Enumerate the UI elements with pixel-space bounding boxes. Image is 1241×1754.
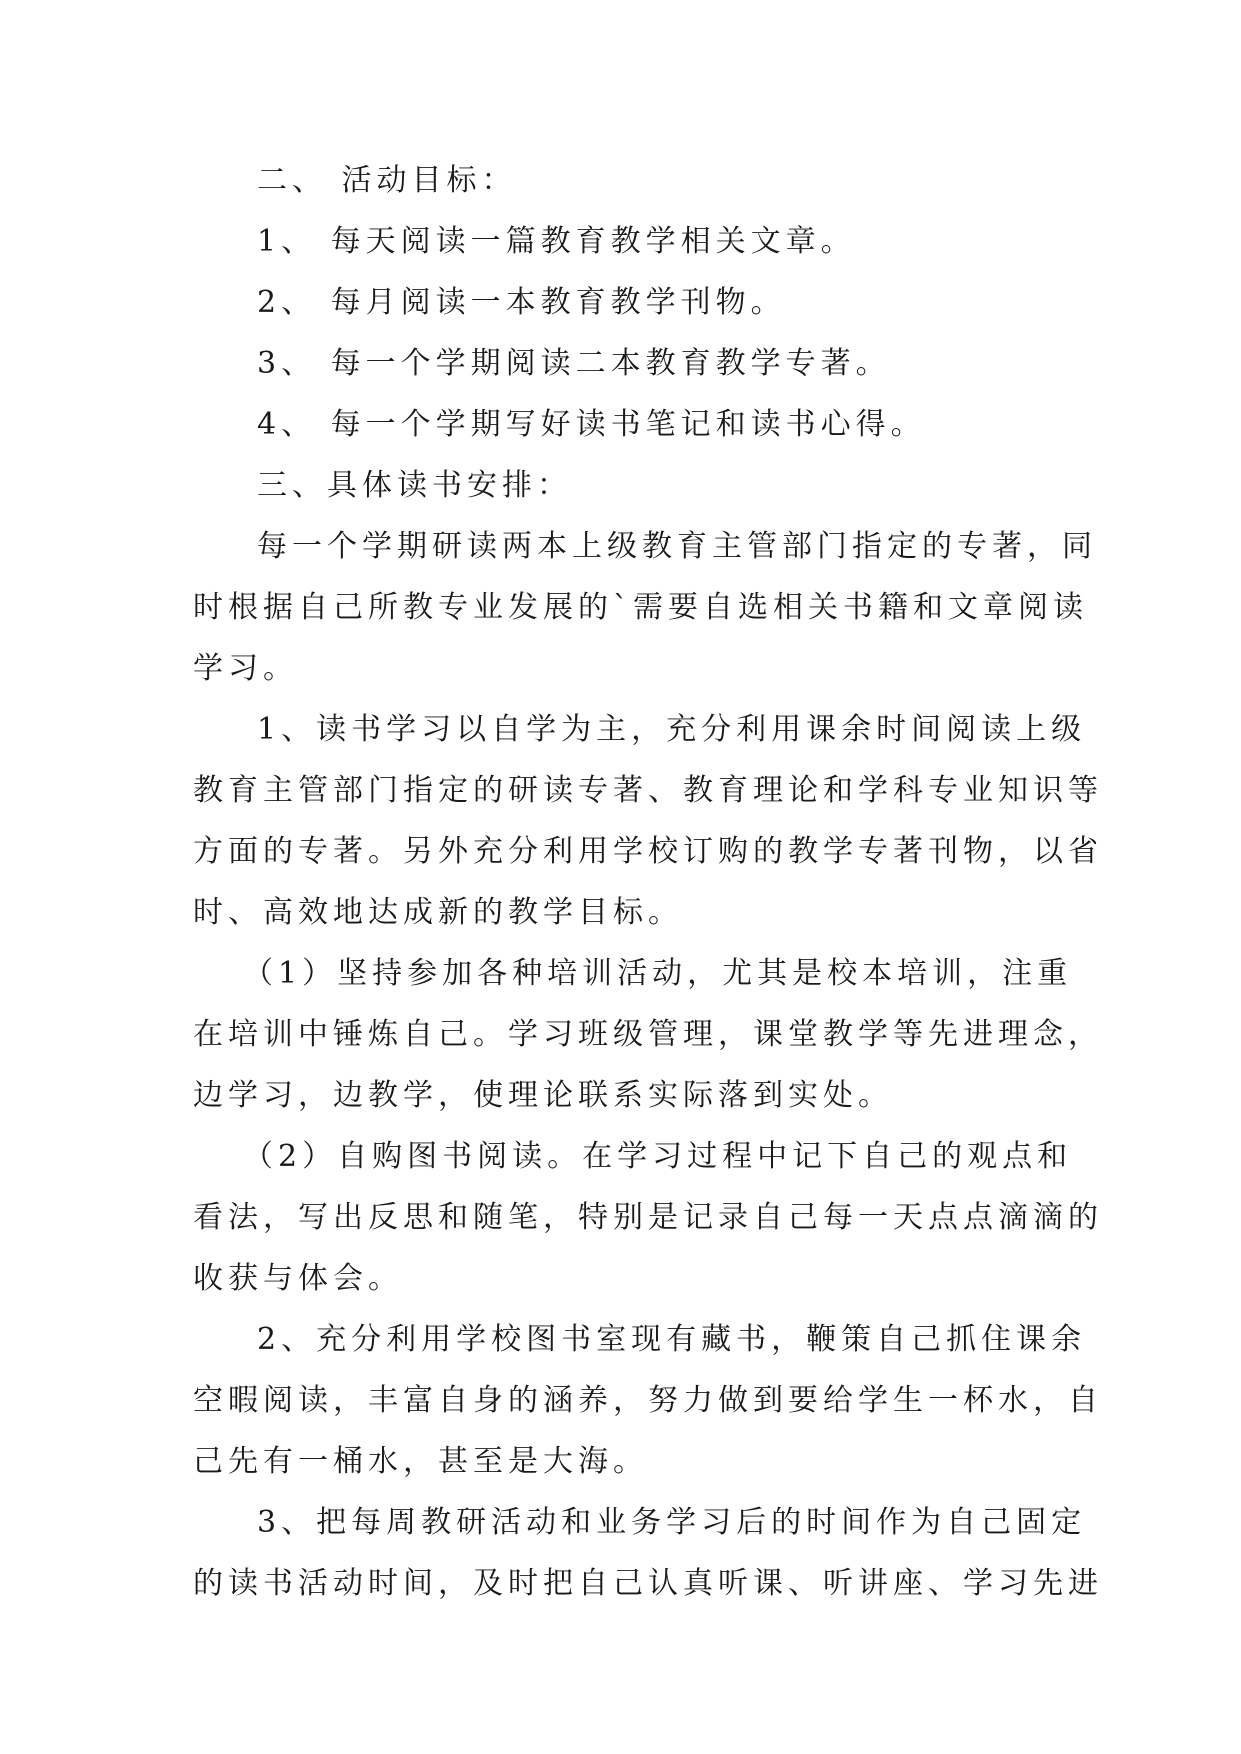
paragraph-line: 方面的专著。另外充分利用学校订购的教学专著刊物，以省 <box>193 834 1103 869</box>
goal-item-3: 3、 每一个学期阅读二本教育教学专著。 <box>257 346 891 381</box>
goal-item-1: 1、 每天阅读一篇教育教学相关文章。 <box>257 224 856 259</box>
paragraph-line: 1、读书学习以自学为主，充分利用课余时间阅读上级 <box>257 712 1087 747</box>
paragraph-line: 教育主管部门指定的研读专著、教育理论和学科专业知识等 <box>193 773 1103 808</box>
paragraph-line: 边学习，边教学，使理论联系实际落到实处。 <box>193 1078 893 1113</box>
paragraph-line: 收获与体会。 <box>193 1261 403 1296</box>
goal-item-4: 4、 每一个学期写好读书笔记和读书心得。 <box>257 407 926 442</box>
paragraph-line: 3、把每周教研活动和业务学习后的时间作为自己固定 <box>257 1505 1087 1540</box>
paragraph-line: 己先有一桶水，甚至是大海。 <box>193 1444 648 1479</box>
paragraph-line: （1）坚持参加各种培训活动，尤其是校本培训，注重 <box>243 956 1073 991</box>
paragraph-line: 2、充分利用学校图书室现有藏书，鞭策自己抓住课余 <box>257 1322 1087 1357</box>
document-body <box>193 150 1103 1614</box>
paragraph-line: 看法，写出反思和随笔，特别是记录自己每一天点点滴滴的 <box>193 1200 1103 1235</box>
paragraph-line: 时根据自己所教专业发展的`需要自选相关书籍和文章阅读 <box>193 590 1088 625</box>
section-heading-schedule: 三、具体读书安排： <box>257 468 572 503</box>
paragraph-line: 时、高效地达成新的教学目标。 <box>193 895 683 930</box>
paragraph-line: 的读书活动时间，及时把自己认真听课、听讲座、学习先进 <box>193 1566 1103 1601</box>
paragraph-line: 空暇阅读，丰富自身的涵养，努力做到要给学生一杯水，自 <box>193 1383 1103 1418</box>
paragraph-line: 学习。 <box>193 651 298 686</box>
paragraph-line: （2）自购图书阅读。在学习过程中记下自己的观点和 <box>243 1139 1073 1174</box>
paragraph-line: 每一个学期研读两本上级教育主管部门指定的专著，同 <box>257 529 1097 564</box>
section-heading-goals: 二、 活动目标： <box>257 163 517 198</box>
paragraph-line: 在培训中锤炼自己。学习班级管理，课堂教学等先进理念， <box>193 1017 1103 1052</box>
goal-item-2: 2、 每月阅读一本教育教学刊物。 <box>257 285 786 320</box>
